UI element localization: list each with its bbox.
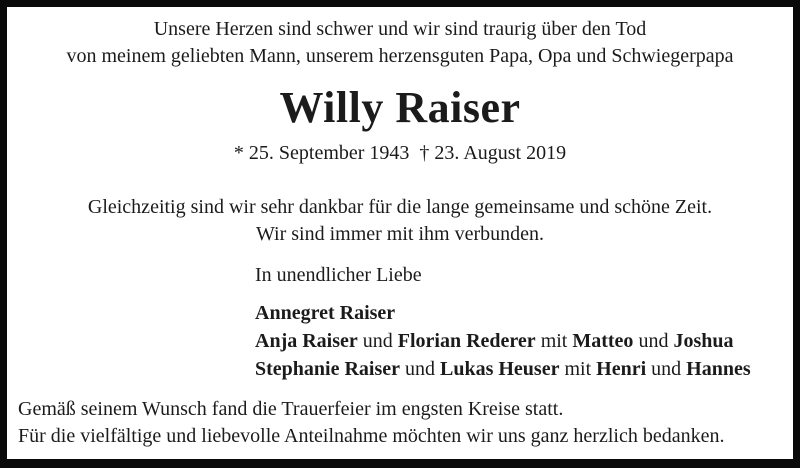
connector-word: mit — [535, 330, 573, 352]
mourner-name: Florian Rederer — [397, 330, 536, 352]
intro-line-1: Unsere Herzen sind schwer und wir sind traurig über den Tod — [153, 18, 647, 40]
mourner-line-1 — [255, 299, 751, 327]
gratitude-block — [0, 194, 800, 248]
mourner-name: Annegret Raiser — [255, 302, 396, 324]
mourner-line-3 — [255, 355, 751, 383]
deceased-name: Willy Raiser — [279, 83, 521, 132]
footer-line-1: Gemäß seinem Wunsch fand die Trauerfeier im engsten Kreise statt. — [18, 398, 564, 420]
mourner-name: Anja Raiser — [255, 330, 358, 352]
connector-word: und — [357, 330, 398, 352]
connector-word: und — [633, 330, 674, 352]
closing-phrase: In unendlicher Liebe — [255, 264, 422, 286]
gratitude-line-2: Wir sind immer mit ihm verbunden. — [255, 223, 545, 245]
mourner-name: Henri — [596, 358, 647, 380]
life-dates — [0, 140, 800, 167]
death-date: † 23. August 2019 — [419, 142, 567, 164]
connector-word: und — [646, 358, 687, 380]
intro-line-2: von meinem geliebten Mann, unserem herzensguten Papa, Opa und Schwiegerpapa — [66, 45, 734, 67]
mourner-line-2 — [255, 327, 751, 355]
birth-date: * 25. September 1943 — [233, 142, 410, 164]
intro-block — [0, 16, 800, 70]
mourner-name: Joshua — [673, 330, 734, 352]
footer-line-2: Für die vielfältige und liebevolle Anteilnahme möchten wir uns ganz herzlich bedanken. — [18, 425, 725, 447]
mourner-name: Stephanie Raiser — [255, 358, 400, 380]
footer-block — [18, 396, 724, 450]
mourner-name: Matteo — [572, 330, 634, 352]
mourners-block — [255, 299, 751, 383]
connector-word: und — [400, 358, 440, 380]
mourner-name: Lukas Heuser — [440, 358, 560, 380]
gratitude-line-1: Gleichzeitig sind wir sehr dankbar für die lange gemeinsame und schöne Zeit. — [87, 196, 713, 218]
mourner-name: Hannes — [686, 358, 751, 380]
connector-word: mit — [559, 358, 597, 380]
